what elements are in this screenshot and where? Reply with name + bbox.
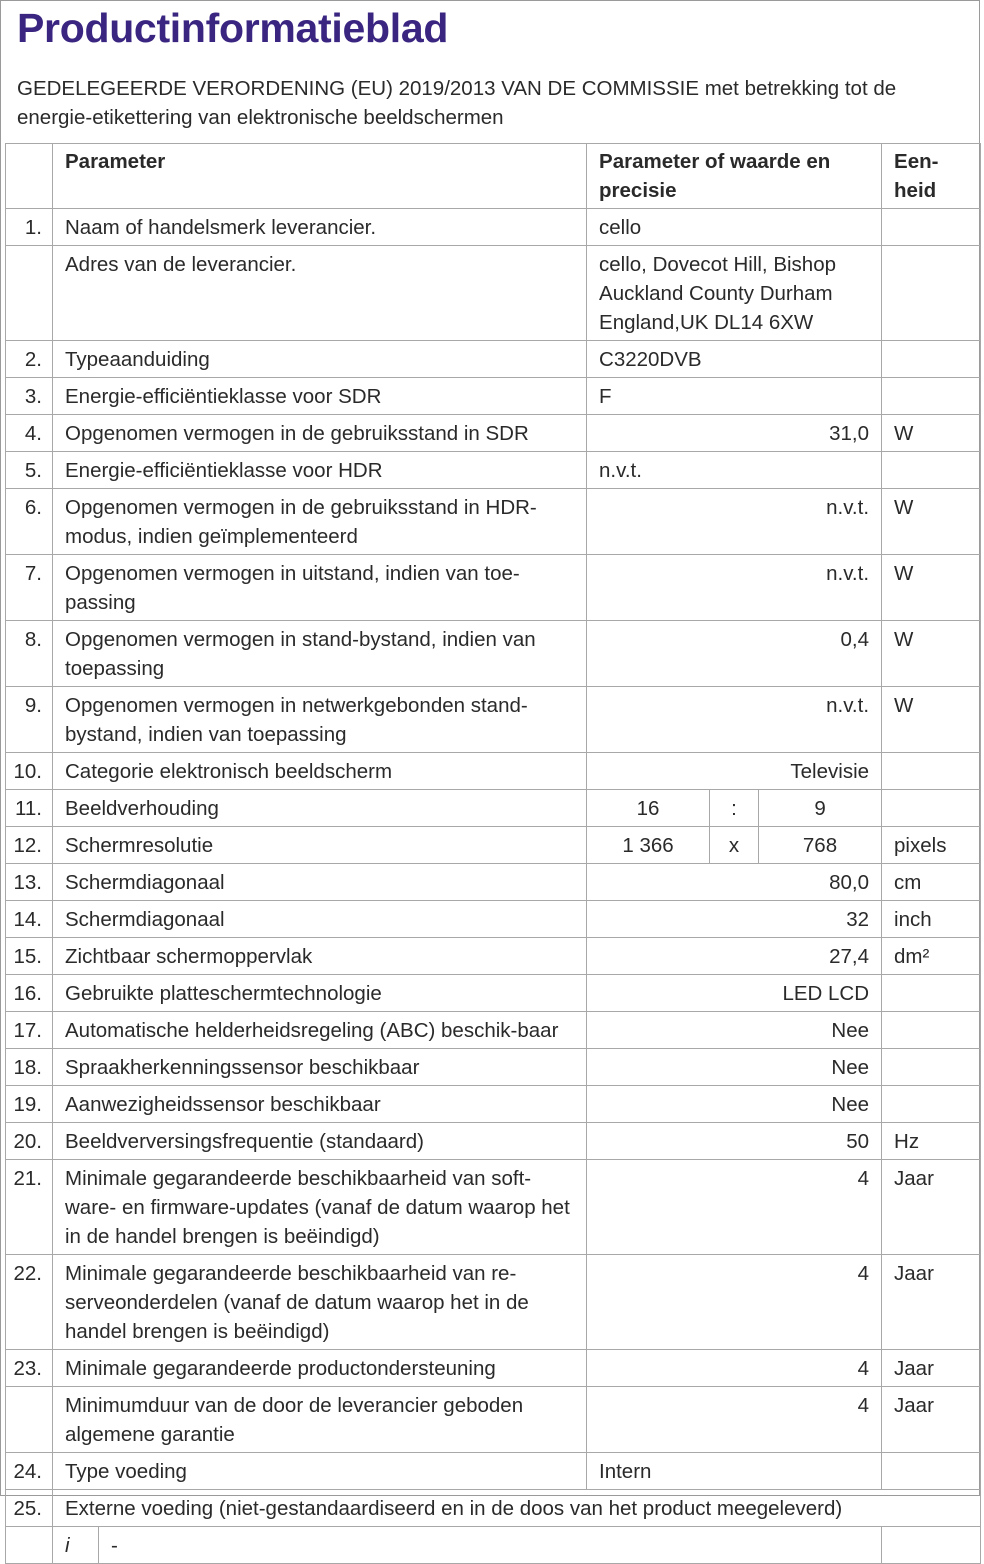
row-value: 0,4 [587,621,882,687]
row-unit [882,753,981,790]
row-unit [882,1527,981,1564]
row-parameter: Minimale gegarandeerde beschikbaarheid van re-serveonderdelen (vanaf de datum waarop het in de handel brengen is beëindigd) [53,1255,587,1350]
row-unit: Jaar [882,1255,981,1350]
row-unit: dm² [882,938,981,975]
row-parameter: Opgenomen vermogen in de gebruiksstand in HDR-modus, indien geïmplementeerd [53,489,587,555]
table-row [6,452,981,489]
table-row [6,415,981,452]
row-unit [882,1049,981,1086]
row-value: 4 [587,1160,882,1255]
table-row [6,246,981,341]
row-value: n.v.t. [587,687,882,753]
table-row [6,790,981,827]
row-unit [882,790,981,827]
row-value: Nee [587,1086,882,1123]
table-row [6,341,981,378]
row-value: Nee [587,1012,882,1049]
row-number: 11. [6,790,53,827]
row-parameter: Energie-efficiëntieklasse voor SDR [53,378,587,415]
row-value: n.v.t. [587,452,882,489]
table-row [6,864,981,901]
table-row [6,1387,981,1453]
row-value: Nee [587,1049,882,1086]
row-value-separator: x [710,827,759,864]
row-number: 21. [6,1160,53,1255]
row-parameter: Naam of handelsmerk leverancier. [53,209,587,246]
row-number: 24. [6,1453,53,1490]
row-value: cello, Dovecot Hill, Bishop Auckland County Durham England,UK DL14 6XW [587,246,882,341]
row-value: n.v.t. [587,489,882,555]
table-row [6,975,981,1012]
row-value: 80,0 [587,864,882,901]
header-parameter: Parameter [53,144,587,209]
row-unit: pixels [882,827,981,864]
table-header-row [6,144,981,209]
table-row [6,1160,981,1255]
row-number: 3. [6,378,53,415]
sub-label: i [53,1527,99,1564]
table-row [6,1086,981,1123]
row-number: 25. [6,1490,53,1527]
row-number: 14. [6,901,53,938]
row-unit [882,378,981,415]
header-unit: Een-heid [882,144,981,209]
row-value: Televisie [587,753,882,790]
table-row [6,621,981,687]
row-number: 13. [6,864,53,901]
row-number: 10. [6,753,53,790]
table-row [6,1453,981,1490]
row-value-a: 1 366 [587,827,710,864]
row-unit: W [882,555,981,621]
row-value: 32 [587,901,882,938]
parameter-table [5,143,981,1564]
row-parameter: Gebruikte platteschermtechnologie [53,975,587,1012]
row-parameter: Typeaanduiding [53,341,587,378]
row-number: 2. [6,341,53,378]
row-parameter: Beeldverversingsfrequentie (standaard) [53,1123,587,1160]
row-value-a: 16 [587,790,710,827]
row-unit [882,452,981,489]
row-value: LED LCD [587,975,882,1012]
row-parameter: Energie-efficiëntieklasse voor HDR [53,452,587,489]
row-parameter: Schermdiagonaal [53,864,587,901]
row-parameter: Categorie elektronisch beeldscherm [53,753,587,790]
row-unit: W [882,489,981,555]
row-parameter: Minimumduur van de door de leverancier geboden algemene garantie [53,1387,587,1453]
row-number-empty [6,1527,53,1564]
table-row [6,687,981,753]
table-row [6,489,981,555]
row-number: 16. [6,975,53,1012]
row-parameter: Beeldverhouding [53,790,587,827]
header-value: Parameter of waarde en precisie [587,144,882,209]
row-parameter: Opgenomen vermogen in uitstand, indien van toe-passing [53,555,587,621]
row-unit: inch [882,901,981,938]
row-parameter: Opgenomen vermogen in de gebruiksstand in SDR [53,415,587,452]
row-number: 17. [6,1012,53,1049]
row-parameter: Spraakherkenningssensor beschikbaar [53,1049,587,1086]
row-value: C3220DVB [587,341,882,378]
row-parameter: Aanwezigheidssensor beschikbaar [53,1086,587,1123]
table-row [6,901,981,938]
row-unit: cm [882,864,981,901]
table-row [6,1255,981,1350]
row-unit [882,1453,981,1490]
table-row [6,827,981,864]
row-value-separator: : [710,790,759,827]
page-title: Productinformatieblad [17,5,449,51]
row-unit [882,209,981,246]
table-row [6,209,981,246]
row-number: 19. [6,1086,53,1123]
row-number: 15. [6,938,53,975]
row-number [6,1387,53,1453]
sub-value: - [99,1527,882,1564]
row-number: 23. [6,1350,53,1387]
row-number: 5. [6,452,53,489]
row-unit [882,1086,981,1123]
row-unit: Hz [882,1123,981,1160]
row-unit: Jaar [882,1160,981,1255]
row-number: 20. [6,1123,53,1160]
table-row [6,555,981,621]
row-unit: W [882,415,981,452]
row-parameter: Schermresolutie [53,827,587,864]
row-parameter: Minimale gegarandeerde beschikbaarheid van soft-ware- en firmware-updates (vanaf de datum waarop het in de handel brengen is beëindigd) [53,1160,587,1255]
table-row [6,1527,981,1564]
row-number: 4. [6,415,53,452]
row-parameter: Automatische helderheidsregeling (ABC) beschik-baar [53,1012,587,1049]
row-parameter: Adres van de leverancier. [53,246,587,341]
row-value-b: 768 [759,827,882,864]
table-row [6,1012,981,1049]
table-row [6,378,981,415]
row-parameter: Opgenomen vermogen in netwerkgebonden stand-bystand, indien van toepassing [53,687,587,753]
table-row [6,1490,981,1527]
row-unit: W [882,687,981,753]
row-value: 50 [587,1123,882,1160]
row-parameter: Minimale gegarandeerde productondersteuning [53,1350,587,1387]
row-number: 18. [6,1049,53,1086]
table-row [6,1350,981,1387]
row-number: 12. [6,827,53,864]
row-number: 8. [6,621,53,687]
row-unit [882,975,981,1012]
row-value: F [587,378,882,415]
regulation-subtitle: GEDELEGEERDE VERORDENING (EU) 2019/2013 VAN DE COMMISSIE met betrekking tot de energie-etikettering van elektronische beeldschermen [17,77,897,129]
row-unit: Jaar [882,1350,981,1387]
row-value: cello [587,209,882,246]
row-value: 4 [587,1387,882,1453]
table-row [6,1123,981,1160]
row-value: Intern [587,1453,882,1490]
row-parameter: Externe voeding (niet-gestandaardiseerd en in de doos van het product meegeleverd) [53,1490,981,1527]
row-parameter: Zichtbaar schermoppervlak [53,938,587,975]
row-parameter: Schermdiagonaal [53,901,587,938]
table-row [6,938,981,975]
row-number: 9. [6,687,53,753]
row-unit: Jaar [882,1387,981,1453]
row-value: 27,4 [587,938,882,975]
row-value-b: 9 [759,790,882,827]
row-parameter: Opgenomen vermogen in stand-bystand, indien van toepassing [53,621,587,687]
row-number: 6. [6,489,53,555]
row-unit [882,246,981,341]
row-value: 4 [587,1255,882,1350]
row-unit [882,1012,981,1049]
table-row [6,1049,981,1086]
row-number [6,246,53,341]
row-parameter: Type voeding [53,1453,587,1490]
row-number: 1. [6,209,53,246]
table-row [6,753,981,790]
row-unit: W [882,621,981,687]
row-unit [882,341,981,378]
row-value: 4 [587,1350,882,1387]
row-number: 22. [6,1255,53,1350]
row-value: n.v.t. [587,555,882,621]
row-number: 7. [6,555,53,621]
row-value: 31,0 [587,415,882,452]
